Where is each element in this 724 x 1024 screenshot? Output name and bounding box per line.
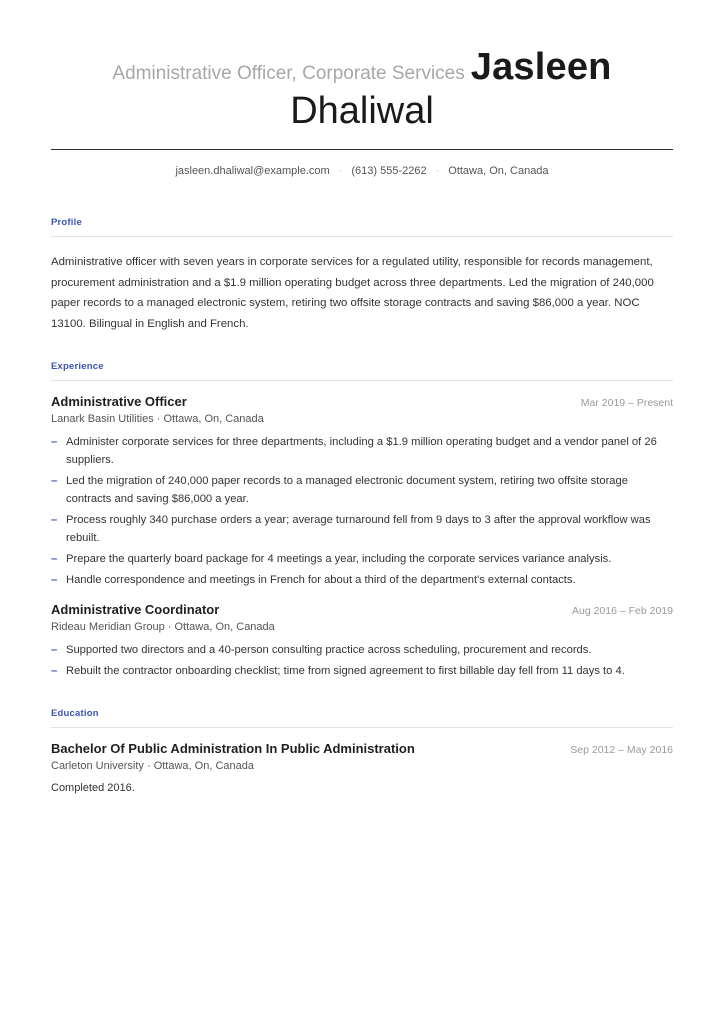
education-heading: Education — [51, 708, 673, 728]
last-name: Dhaliwal — [290, 89, 434, 132]
job-dates: Mar 2019 – Present — [580, 397, 673, 410]
job-bullet-list — [51, 433, 673, 589]
contact-location: Ottawa, On, Canada — [448, 165, 549, 178]
list-item — [51, 571, 673, 589]
dash-bullet-icon: – — [51, 553, 58, 566]
first-name: Jasleen — [470, 46, 612, 88]
bullet-text: Supported two directors and a 40-person consulting practice across scheduling, procurement and records. — [66, 644, 592, 657]
dash-bullet-icon: – — [51, 644, 58, 657]
job-title: Administrative Officer, Corporate Services — [112, 63, 465, 84]
education-section — [51, 708, 673, 794]
profile-heading: Profile — [51, 217, 673, 237]
job-dates: Aug 2016 – Feb 2019 — [571, 605, 673, 618]
job-bullet-list — [51, 641, 673, 680]
bullet-text: Led the migration of 240,000 paper records to a managed electronic document system, retiring two offsite storage contracts and saving $86,000 a year. — [66, 475, 628, 506]
bullet-text: Administer corporate services for three departments, including a $1.9 million operating budget and a vendor panel of 26 suppliers. — [66, 436, 657, 467]
experience-heading: Experience — [51, 361, 673, 381]
dash-bullet-icon: – — [51, 574, 58, 587]
list-item — [51, 662, 673, 680]
list-item — [51, 511, 673, 547]
degree-title: Bachelor Of Public Administration In Public Administration — [51, 741, 415, 757]
education-note: Completed 2016. — [51, 782, 135, 795]
header-divider — [51, 149, 673, 150]
bullet-text: Process roughly 340 purchase orders a year; average turnaround fell from 9 days to 3 after the approval workflow was rebuilt. — [66, 514, 651, 545]
dash-bullet-icon: – — [51, 475, 58, 488]
list-item — [51, 550, 673, 568]
job-organization: Rideau Meridian Group · Ottawa, On, Canada — [51, 621, 275, 634]
contact-line — [51, 165, 673, 177]
list-item — [51, 433, 673, 469]
bullet-text: Prepare the quarterly board package for 4 meetings a year, including the corporate services variance analysis. — [66, 553, 612, 566]
resume-page — [51, 0, 673, 794]
bullet-text: Handle correspondence and meetings in French for about a third of the department's external contacts. — [66, 574, 576, 587]
bullet-text: Rebuilt the contractor onboarding checklist; time from signed agreement to first billable day fell from 11 days to 4. — [66, 665, 625, 678]
dash-bullet-icon: – — [51, 514, 58, 527]
list-item — [51, 472, 673, 508]
experience-section — [51, 361, 673, 680]
experience-entry — [51, 602, 673, 680]
job-position-title: Administrative Officer — [51, 394, 187, 410]
contact-separator: · — [338, 165, 343, 178]
experience-entry — [51, 394, 673, 589]
profile-text: Administrative officer with seven years in corporate services for a regulated utility, responsible for records management, procurement administration and a $1.9 million operating budget across three departments. Led the migration of 240,000 paper records to a managed electronic system, retiring two offsite storage contracts and saving $86,000 a year. NOC 13100. Bilingual in English and French. — [51, 256, 654, 330]
dash-bullet-icon: – — [51, 665, 58, 678]
contact-phone[interactable]: (613) 555-2262 — [351, 165, 427, 178]
list-item — [51, 641, 673, 659]
dash-bullet-icon: – — [51, 436, 58, 449]
education-entry — [51, 741, 673, 794]
job-position-title: Administrative Coordinator — [51, 602, 220, 618]
resume-header — [51, 0, 673, 133]
job-organization: Lanark Basin Utilities · Ottawa, On, Canada — [51, 413, 264, 426]
contact-email[interactable]: jasleen.dhaliwal@example.com — [175, 165, 330, 178]
education-institution: Carleton University · Ottawa, On, Canada — [51, 760, 254, 773]
contact-separator: · — [435, 165, 440, 178]
education-dates: Sep 2012 – May 2016 — [570, 744, 673, 757]
profile-section — [51, 217, 673, 334]
